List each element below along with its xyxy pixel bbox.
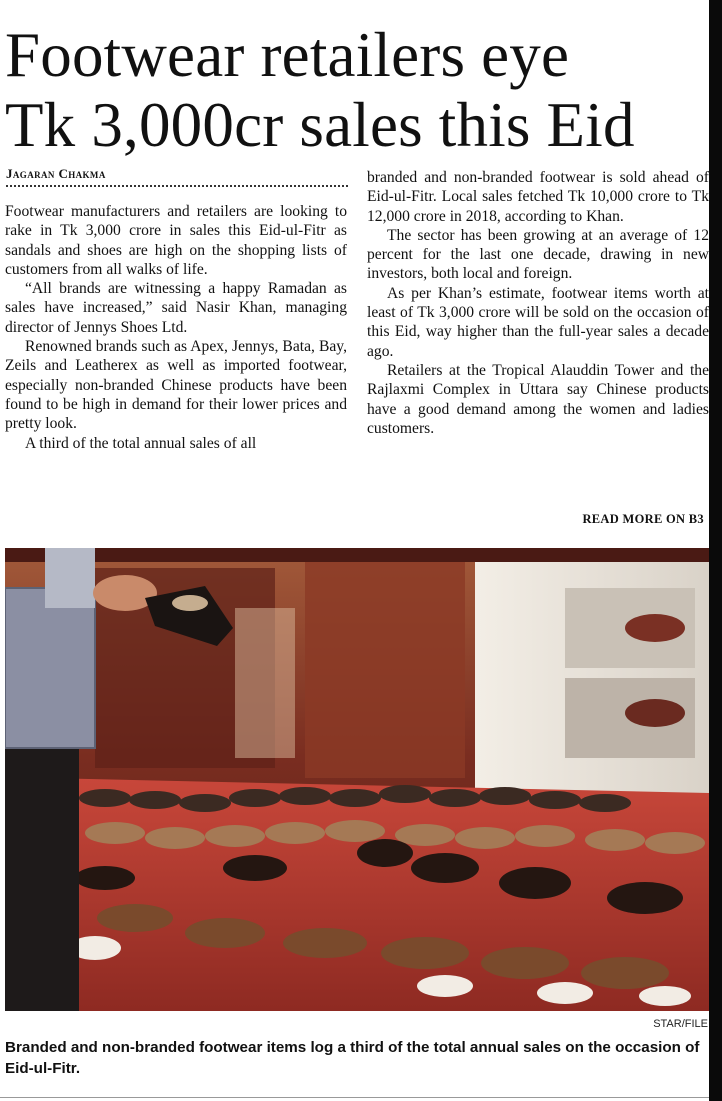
article-column-left [5, 202, 347, 528]
headline-line-2: Tk 3,000cr sales this Eid [5, 90, 635, 160]
headline [5, 20, 717, 160]
paragraph: As per Khan’s estimate, footwear items worth at least of Tk 3,000 crore will be sold on the occasion of this Eid, way higher than the full-year sales a decade ago. [367, 284, 709, 360]
headline-line-1: Footwear retailers eye [5, 20, 570, 90]
article-column-right [367, 168, 709, 514]
read-more-link[interactable]: READ MORE ON B3 [582, 512, 704, 526]
news-photo [5, 548, 709, 1011]
footwear-display-illustration [5, 548, 709, 1011]
paragraph: “All brands are witnessing a happy Ramadan as sales have increased,” said Nasir Khan, managing director of Jennys Shoes Ltd. [5, 280, 347, 336]
byline-divider [6, 185, 348, 187]
photo-credit: STAR/FILE [653, 1018, 708, 1030]
paragraph: A third of the total annual sales of all [25, 434, 257, 452]
photo-caption: Branded and non-branded footwear items log a third of the total annual sales on the occasion of Eid-ul-Fitr. [5, 1039, 700, 1077]
paragraph: The sector has been growing at an average of 12 percent for the last one decade, drawing in new investors, both local and foreign. [367, 226, 709, 283]
paragraph: branded and non-branded footwear is sold ahead of Eid-ul-Fitr. Local sales fetched Tk 10,000 crore to Tk 12,000 crore in 2018, according to Khan. [367, 169, 709, 225]
byline: Jagaran Chakma [6, 166, 106, 181]
paragraph: Renowned brands such as Apex, Jennys, Bata, Bay, Zeils and Leatherex as well as imported footwear, especially non-branded Chinese products have been found to be high in demand for their lower prices and pretty look. [5, 338, 347, 433]
bottom-divider [0, 1097, 709, 1098]
paragraph: Footwear manufacturers and retailers are looking to rake in Tk 3,000 crore in sales this Eid-ul-Fitr as sandals and shoes are high on the shopping lists of customers from all walks of life. [5, 203, 347, 278]
page-edge-shadow [709, 0, 722, 1101]
paragraph: Retailers at the Tropical Alauddin Tower and the Rajlaxmi Complex in Uttara say Chinese products have a good demand among the women and ladies customers. [367, 361, 709, 437]
